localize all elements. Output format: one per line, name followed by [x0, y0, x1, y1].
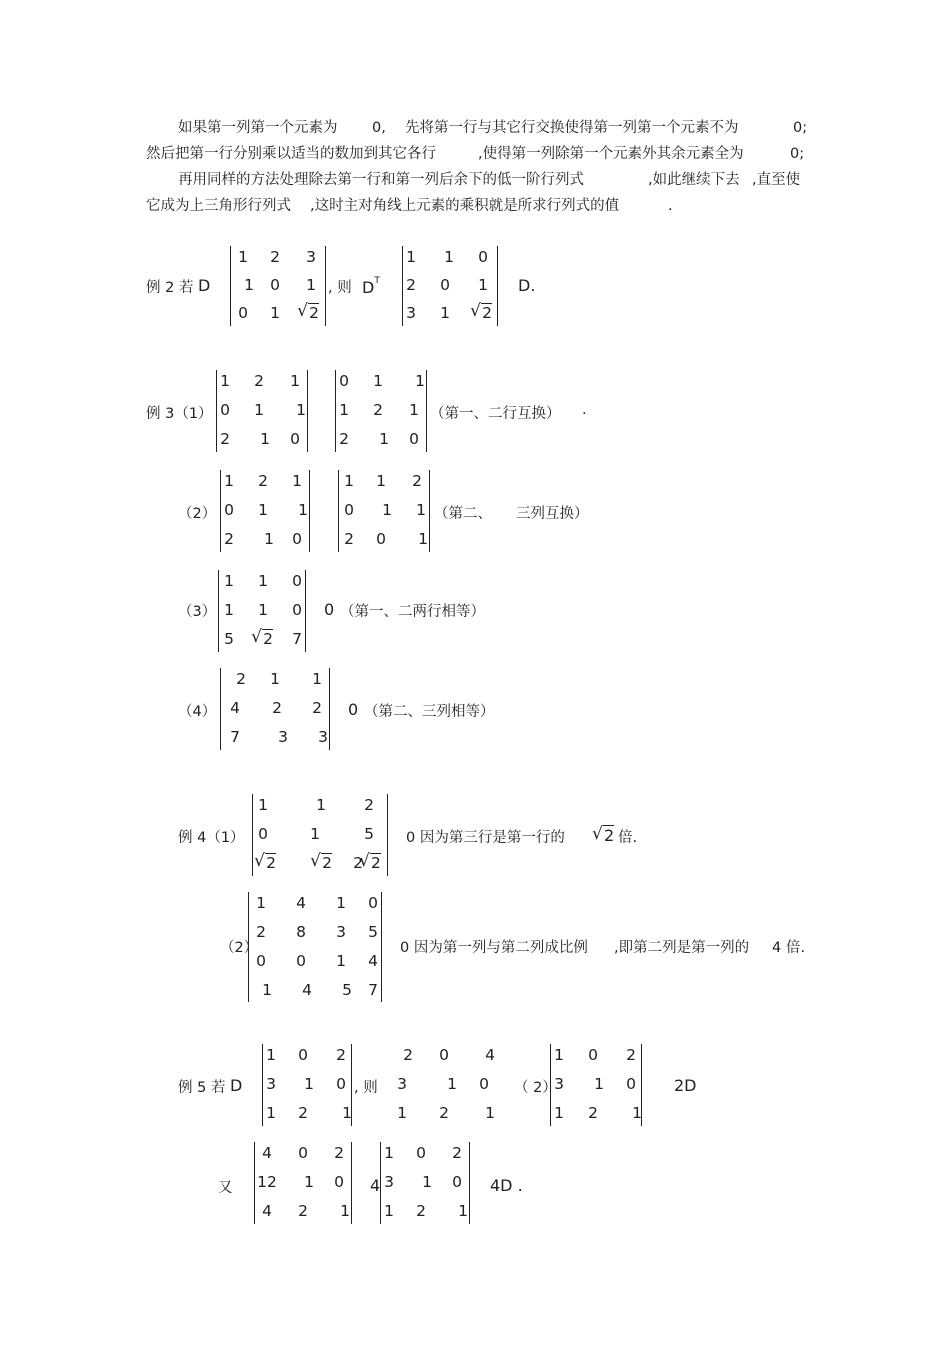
intro-line-1-rest: 先将第一行与其它行交换使得第一列第一个元素不为: [405, 120, 739, 136]
ex3-det-2a: 1 2 1 0 1 1 2 1 0: [220, 470, 310, 552]
intro-line-4-end: .: [668, 198, 673, 214]
intro-line-3-mid: ,如此继续下去: [648, 172, 740, 188]
ex5-again: 又: [218, 1180, 233, 1196]
text: 如果第一列第一个元素为: [178, 120, 338, 136]
ex3-note-1: （第一、二行互换）: [430, 406, 561, 422]
ex4-det-1: 1 1 2 0 1 5 √ 2 √ 2 2√ 2: [252, 794, 388, 876]
ex5-det-2: 2 0 4 3 1 0 1 2 1: [397, 1046, 495, 1122]
ex4-label: 例 4（1）: [178, 830, 245, 846]
ex3-det-1b: 0 1 1 1 2 1 2 1 0: [335, 370, 427, 452]
ex5-D: D: [230, 1076, 243, 1095]
ex5-label: 例 5 若: [178, 1080, 226, 1096]
ex5-result-2: 4D .: [490, 1176, 523, 1195]
ex2-result: D.: [518, 276, 536, 295]
ex5-det-4: 4 0 2 12 1 0 4 2 1: [254, 1142, 352, 1224]
intro-line-2-mid: ,使得第一列除第一个元素外其余元素全为: [478, 146, 744, 162]
ex3-note-2a: （第二、: [434, 506, 492, 522]
ex3-note-3: （第一、二两行相等）: [340, 604, 485, 620]
ex5-det-D: 1 0 2 3 1 0 1 2 1: [262, 1044, 352, 1126]
ex4-note-1c: 倍.: [618, 830, 638, 846]
ex5-det-3: 1 0 2 3 1 0 1 2 1: [550, 1044, 642, 1126]
ex4-note-2b: ,即第二列是第一列的: [614, 940, 750, 956]
ex3-label-4: （4）: [178, 704, 217, 720]
ex4-label-2: （2）: [220, 940, 259, 956]
ex3-zero-4: 0: [348, 700, 359, 719]
ex3-note-2b: 三列互换）: [516, 506, 589, 522]
ex4-note-1b: [596, 826, 614, 845]
ex5-four: 4: [370, 1176, 381, 1195]
ex3-label-3: （3）: [178, 604, 217, 620]
ex2-det-DT: 1 1 0 2 0 1 3 1 √ 2: [402, 246, 498, 326]
ex4-note-2c: 4 倍.: [772, 940, 805, 956]
intro-line-1-zero: 0,: [372, 120, 386, 136]
ex3-det-3: 1 1 0 1 1 0 5 √ 2 7: [218, 570, 306, 652]
intro-line-1-end: 0;: [793, 120, 808, 136]
ex5-det-5: 1 0 2 3 1 0 1 2 1: [380, 1142, 470, 1224]
intro-line-4: 它成为上三角形行列式: [146, 198, 291, 214]
ex4-note-2a: 0 因为第一列与第二列成比例: [400, 940, 588, 956]
ex3-det-1a: 1 2 1 0 1 1 2 1 0: [216, 370, 308, 452]
intro-line-1: [178, 114, 338, 142]
ex2-then: , 则: [328, 280, 352, 296]
ex3-det-4: 2 1 1 4 2 2 7 3 3: [220, 668, 330, 750]
ex2-DT: $D^T$: [362, 276, 380, 297]
ex2-label: 例 2 若: [146, 280, 194, 296]
ex4-note-1a: 0 因为第三行是第一行的: [406, 830, 565, 846]
ex2-D: D: [198, 276, 211, 295]
intro-line-4-mid: ,这时主对角线上元素的乘积就是所求行列式的值: [310, 198, 620, 214]
ex5-factor: （ 2）: [514, 1080, 557, 1096]
ex2-det-D: 1 2 3 1 0 1 0 1 √ 2: [230, 246, 326, 326]
ex5-result: 2D: [674, 1076, 697, 1095]
ex3-note-4: （第二、三列相等）: [364, 704, 495, 720]
sqrt-2: √ 2: [596, 826, 614, 845]
ex5-then: , 则: [354, 1080, 378, 1096]
intro-line-3: 再用同样的方法处理除去第一行和第一列后余下的低一阶行列式: [178, 172, 584, 188]
ex3-label-2: （2）: [178, 506, 217, 522]
ex3-label: 例 3（1）: [146, 406, 213, 422]
intro-line-2: 然后把第一行分别乘以适当的数加到其它各行: [146, 146, 436, 162]
ex4-det-2: 1 4 1 0 2 8 3 5 0 0 1 4 1 4 5 7: [248, 892, 382, 1002]
intro-line-2-end: 0;: [790, 146, 805, 162]
ex3-zero-3: 0: [324, 600, 335, 619]
ex3-dot-1: .: [582, 402, 587, 418]
intro-line-3-end: ,直至使: [752, 172, 801, 188]
ex3-det-2b: 1 1 2 0 1 1 2 0 1: [338, 470, 430, 552]
